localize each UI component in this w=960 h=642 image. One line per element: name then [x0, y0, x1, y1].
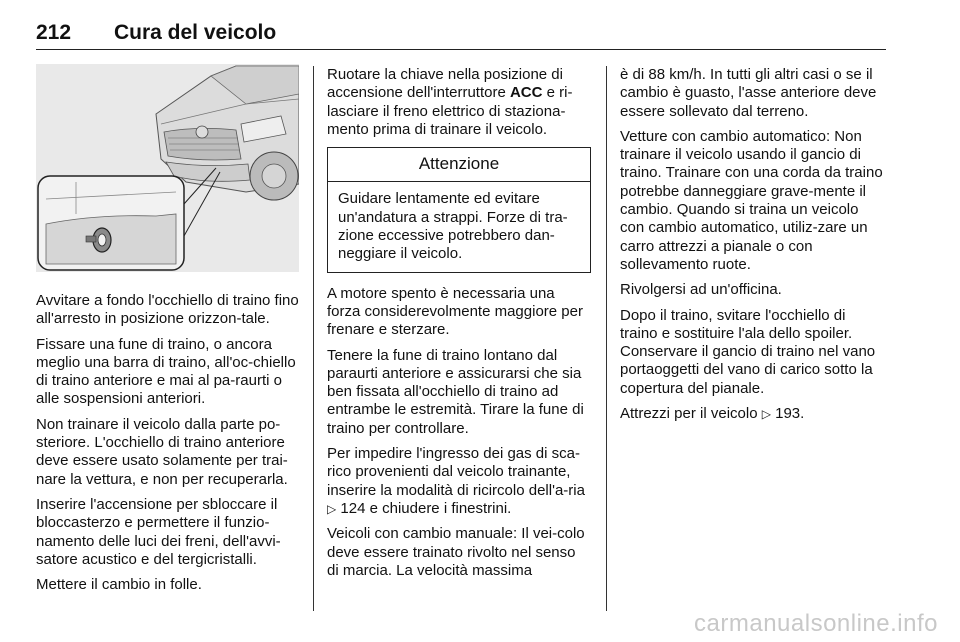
- paragraph: Vetture con cambio automatico: Non trainare il veicolo usando il gancio di traino. Trainare con una corda da traino potrebbe danneggiare grave-mente il cambio. Quando si traina un veicolo con cambio automatico, utiliz-zare un carro attrezzi a pianale o con sollevamento ruote.: [620, 127, 883, 273]
- paragraph: Mettere il cambio in folle.: [36, 576, 202, 594]
- paragraph: Non trainare il veicolo dalla parte po-steriore. L'occhiello di traino anteriore deve essere usato solamente per trai-nare la vettura, e non per recuperarla.: [36, 415, 288, 488]
- paragraph: Fissare una fune di traino, o ancora meglio una barra di traino, all'oc-chiello di traino anteriore e mai al pa-raurti o alle sospensioni anteriori.: [36, 335, 296, 408]
- text-span: Ruotare la chiave nella posizione di accensione dell'interruttore: [327, 66, 563, 102]
- column-2: [327, 66, 591, 587]
- paragraph: [327, 66, 591, 139]
- paragraph: Avvitare a fondo l'occhiello di traino fino all'arresto in posizione orizzon-tale.: [36, 292, 299, 328]
- paragraph: Dopo il traino, svitare l'occhiello di traino e sostituire l'ala dello spoiler. Conservare il gancio di traino nel vano portaoggetti del vano di carico sotto la copertura del pianale.: [620, 306, 876, 397]
- page-reference-link[interactable]: 193: [775, 405, 801, 423]
- warning-box: [327, 147, 591, 272]
- column-divider: [313, 66, 314, 611]
- page-header: [36, 20, 886, 50]
- text-span: e ri-lasciare il freno elettrico di staziona-mento prima di trainare il veicolo.: [327, 84, 573, 138]
- watermark: carmanualsonline.info: [694, 610, 938, 637]
- paragraph: [327, 445, 591, 518]
- arrow-ref-icon: ▷: [327, 501, 337, 516]
- paragraph: Inserire l'accensione per sbloccare il bloccasterzo e permettere il funzio-namento delle luci dei freni, dell'avvi-satore acustico e del tergicristalli.: [36, 495, 281, 568]
- page-reference-link[interactable]: 124: [340, 499, 366, 517]
- warning-text: Guidare lentamente ed evitare un'andatura a strappi. Forze di tra-zione eccessive potrebbero dan-neggiare il veicolo.: [338, 190, 568, 263]
- text-span: Attrezzi per il veicolo: [620, 405, 762, 423]
- paragraph: [620, 405, 886, 423]
- arrow-ref-icon: ▷: [761, 407, 771, 422]
- paragraph: è di 88 km/h. In tutti gli altri casi o se il cambio è guasto, l'asse anteriore deve essere sollevato dal terreno.: [620, 66, 877, 120]
- text-span: .: [800, 405, 805, 423]
- text-span: Per impedire l'ingresso dei gas di sca-rico provenienti dal veicolo trainante, inserire la modalità di ricircolo dell'a-ria: [327, 445, 585, 499]
- column-3: [620, 66, 886, 430]
- paragraph: Veicoli con cambio manuale: Il vei-colo deve essere trainato rivolto nel senso di marcia. La velocità massima: [327, 525, 585, 579]
- car-front-illustration: [36, 64, 299, 272]
- towing-eye-illustration: [36, 64, 299, 272]
- warning-title: Attenzione: [328, 148, 590, 182]
- column-1: [36, 64, 299, 601]
- column-divider: [606, 66, 607, 611]
- page-number: 212: [36, 21, 72, 44]
- paragraph: Tenere la fune di traino lontano dal paraurti anteriore e assicurarsi che sia ben fissata all'occhiello di traino ad entrambe le estremità. Tirare la fune di traino per controllare.: [327, 346, 584, 437]
- acc-label: ACC: [509, 84, 543, 102]
- paragraph: A motore spento è necessaria una forza considerevolmente maggiore per frenare e sterzare.: [327, 284, 583, 339]
- paragraph: Rivolgersi ad un'officina.: [620, 281, 782, 299]
- page-title: Cura del veicolo: [114, 21, 277, 44]
- text-span: e chiudere i finestrini.: [365, 499, 512, 517]
